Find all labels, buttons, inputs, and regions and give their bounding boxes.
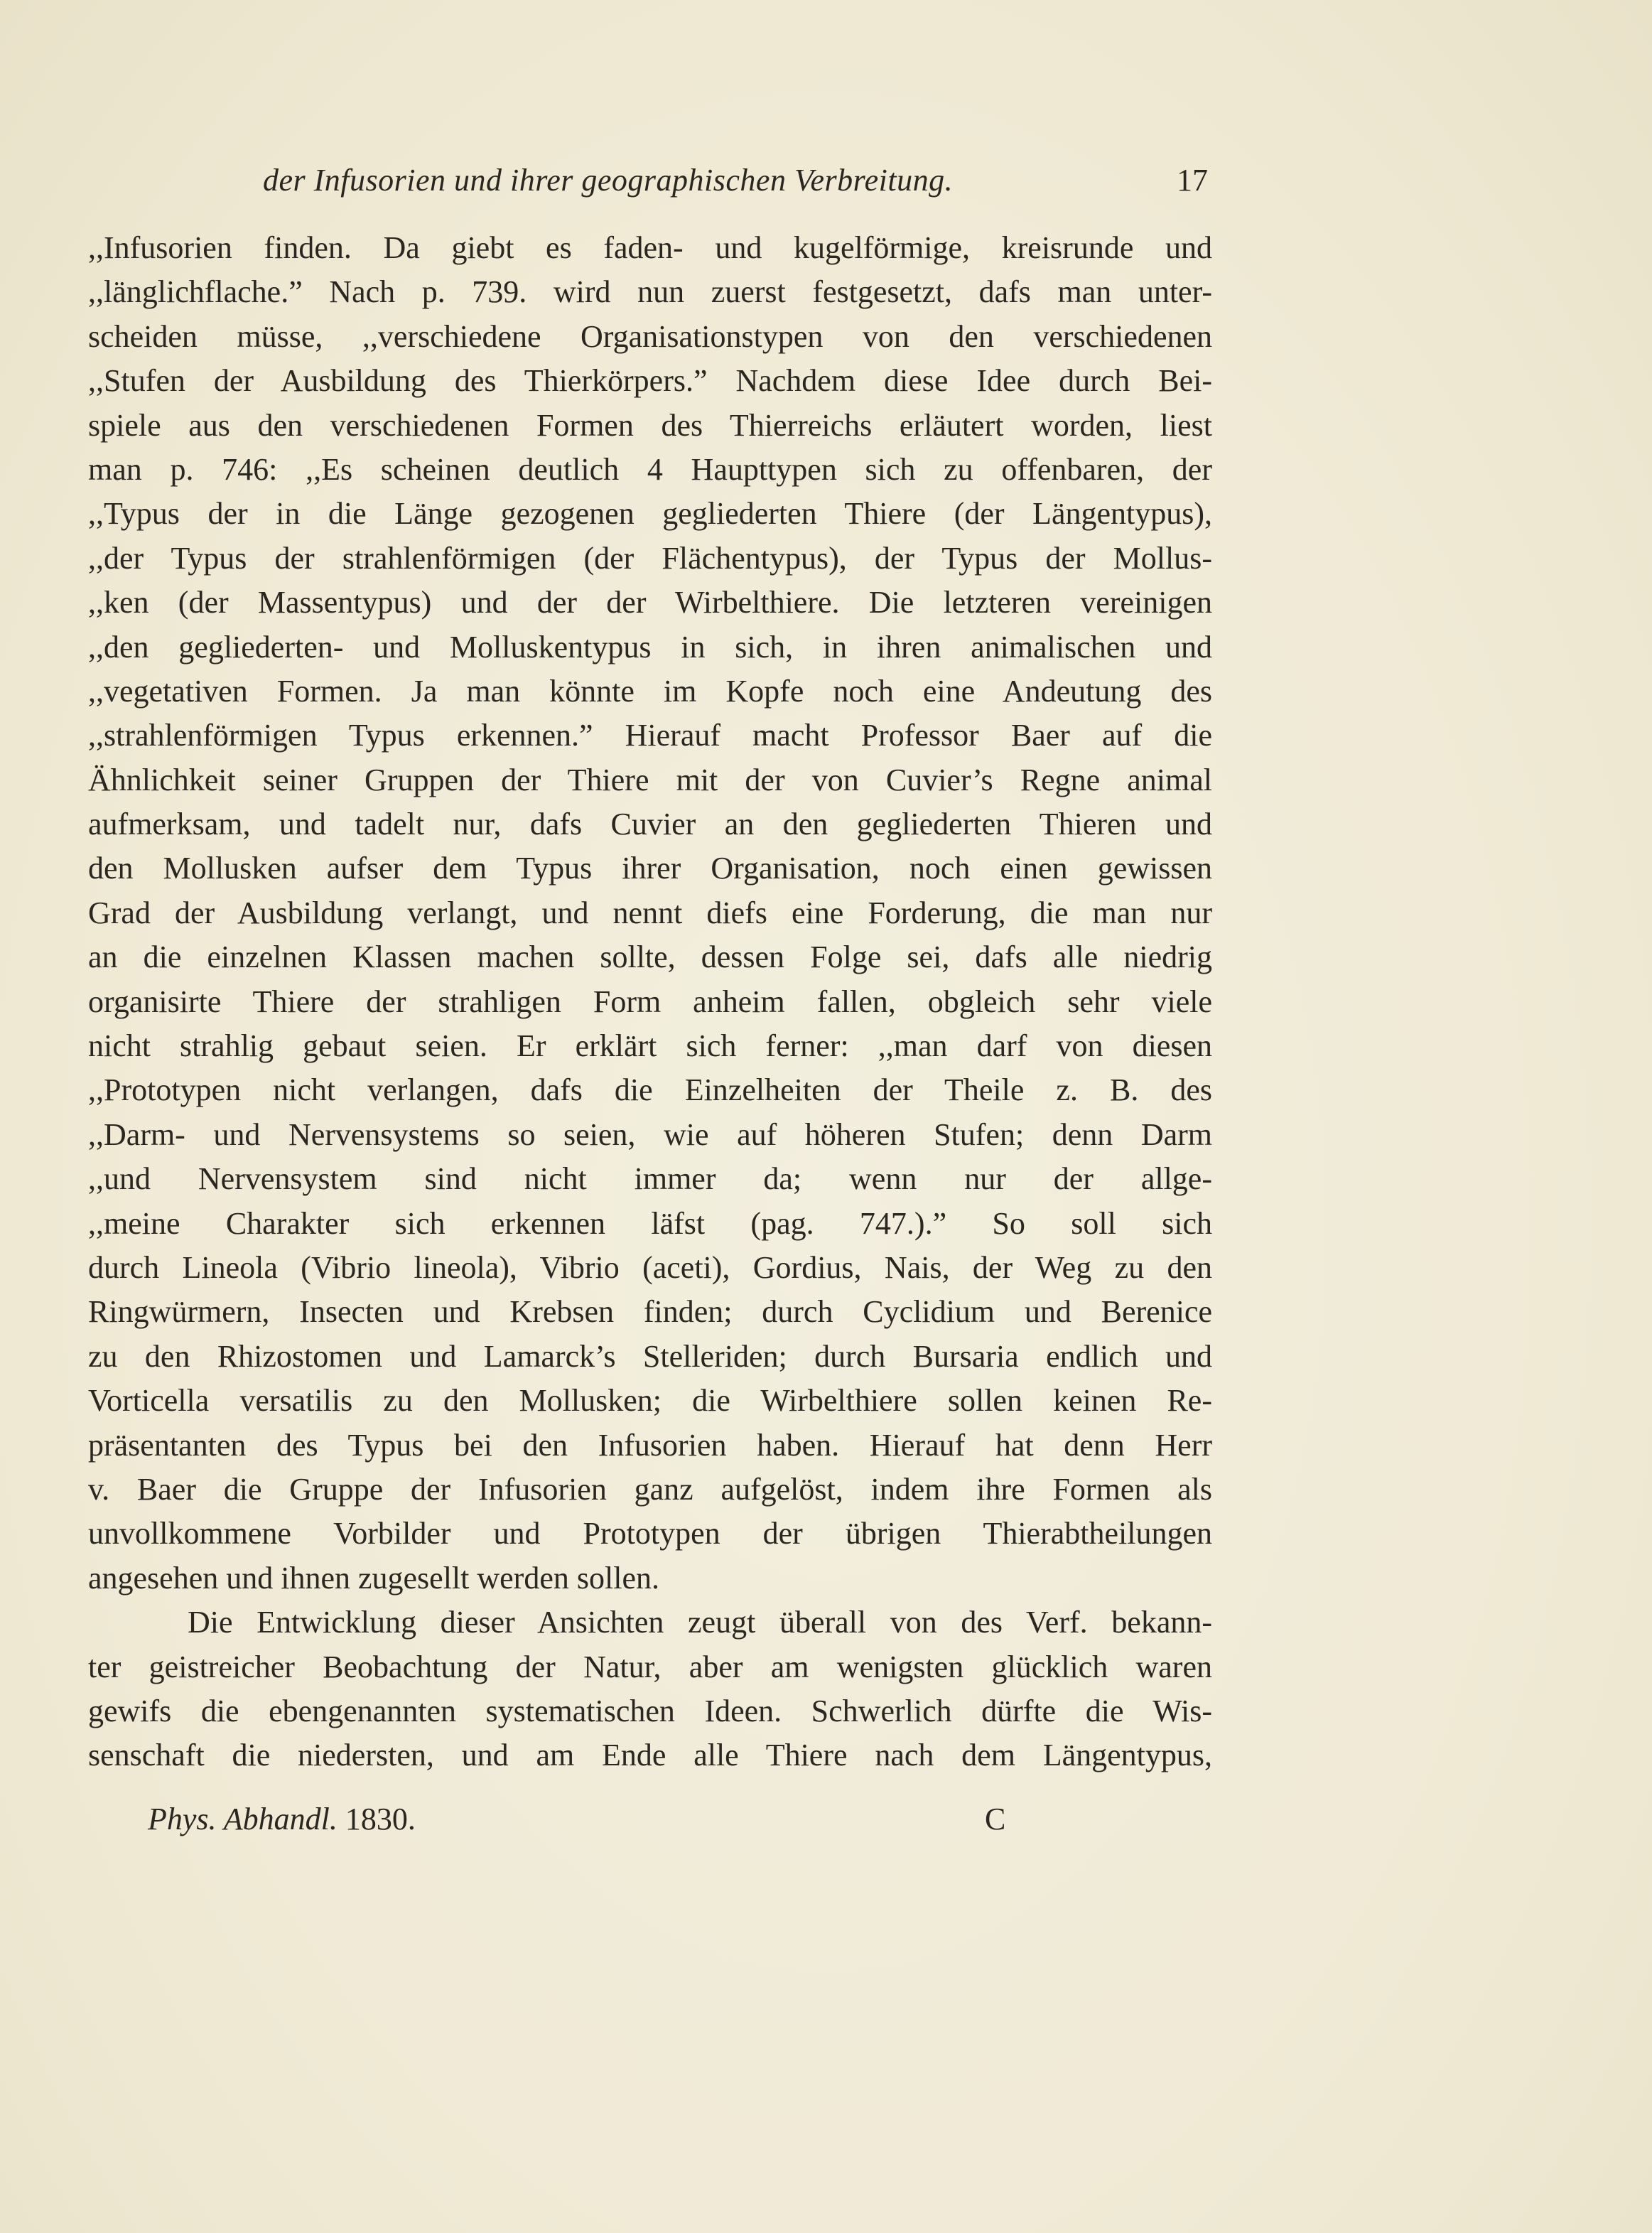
text-line: ,,Infusorien finden. Da giebt es faden- und kugelförmige, kreisrunde und [88, 230, 1212, 265]
paragraph-start-line: Die Entwicklung dieser Ansichten zeugt überall von des Verf. bekann- [188, 1605, 1212, 1640]
text-line: senschaft die niedersten, und am Ende alle Thiere nach dem Längentypus, [88, 1738, 1212, 1773]
text-line: ,,der Typus der strahlenförmigen (der Flächentypus), der Typus der Mollus- [88, 540, 1212, 576]
text-line: unvollkommene Vorbilder und Prototypen der übrigen Thierabtheilungen [88, 1516, 1212, 1551]
text-line: v. Baer die Gruppe der Infusorien ganz aufgelöst, indem ihre Formen als [88, 1471, 1212, 1507]
text-line: spiele aus den verschiedenen Formen des Thierreichs erläutert worden, liest [88, 407, 1212, 443]
text-line: zu den Rhizostomen und Lamarck’s Stelleriden; durch Bursaria endlich und [88, 1338, 1212, 1374]
text-line: nicht strahlig gebaut seien. Er erklärt sich ferner: ,,man darf von diesen [88, 1028, 1212, 1064]
text-line: ,,und Nervensystem sind nicht immer da; wenn nur der allge- [88, 1161, 1212, 1197]
text-line: ,,Prototypen nicht verlangen, dafs die Einzelheiten der Theile z. B. des [88, 1072, 1212, 1108]
journal-year: 1830. [345, 1802, 416, 1836]
journal-signature [148, 1801, 416, 1837]
body-text [88, 226, 1212, 1778]
text-line: ,,meine Charakter sich erkennen läfst (pag. 747.).” So soll sich [88, 1205, 1212, 1241]
text-line: scheiden müsse, ,,verschiedene Organisationstypen von den verschiedenen [88, 318, 1212, 354]
text-line: organisirte Thiere der strahligen Form anheim fallen, obgleich sehr viele [88, 984, 1212, 1019]
paragraph-end-line: angesehen und ihnen zugesellt werden sollen. [88, 1560, 659, 1596]
text-line: ,,länglichflache.” Nach p. 739. wird nun zuerst festgesetzt, dafs man unter- [88, 274, 1212, 310]
text-line: ter geistreicher Beobachtung der Natur, aber am wenigsten glücklich waren [88, 1649, 1212, 1684]
text-line: ,,Darm- und Nervensystems so seien, wie auf höheren Stufen; denn Darm [88, 1116, 1212, 1152]
text-line: aufmerksam, und tadelt nur, dafs Cuvier an den gegliederten Thieren und [88, 807, 1212, 842]
page-footer [88, 1801, 1212, 1851]
text-line: den Mollusken aufser dem Typus ihrer Organisation, noch einen gewissen [88, 851, 1212, 886]
running-head: der Infusorien und ihrer geographischen Verbreitung. [263, 163, 954, 198]
text-line: präsentanten des Typus bei den Infusorien haben. Hierauf hat denn Herr [88, 1427, 1212, 1463]
text-line: Ringwürmern, Insecten und Krebsen finden; durch Cyclidium und Berenice [88, 1294, 1212, 1330]
signature-mark: C [985, 1802, 1006, 1836]
text-line: ,,Stufen der Ausbildung des Thierkörpers.” Nachdem diese Idee durch Bei- [88, 363, 1212, 399]
text-line: Ähnlichkeit seiner Gruppen der Thiere mit der von Cuvier’s Regne animal [88, 762, 1212, 797]
text-line: Vorticella versatilis zu den Mollusken; die Wirbelthiere sollen keinen Re- [88, 1383, 1212, 1419]
text-line: Grad der Ausbildung verlangt, und nennt diefs eine Forderung, die man nur [88, 895, 1212, 930]
page-number: 17 [1177, 163, 1208, 198]
text-line: gewifs die ebengenannten systematischen Ideen. Schwerlich dürfte die Wis- [88, 1693, 1212, 1728]
text-line: ,,den gegliederten- und Molluskentypus in sich, in ihren animalischen und [88, 629, 1212, 664]
text-line: durch Lineola (Vibrio lineola), Vibrio (aceti), Gordius, Nais, der Weg zu den [88, 1249, 1212, 1285]
text-line: man p. 746: ,,Es scheinen deutlich 4 Haupttypen sich zu offenbaren, der [88, 451, 1212, 487]
text-line: ,,ken (der Massentypus) und der der Wirbelthiere. Die letzteren vereinigen [88, 585, 1212, 620]
text-line: an die einzelnen Klassen machen sollte, dessen Folge sei, dafs alle niedrig [88, 940, 1212, 975]
text-line: ,,vegetativen Formen. Ja man könnte im Kopfe noch eine Andeutung des [88, 673, 1212, 709]
page-header [242, 156, 1208, 206]
text-line: ,,Typus der in die Länge gezogenen gegliederten Thiere (der Längentypus), [88, 496, 1212, 532]
text-line: ,,strahlenförmigen Typus erkennen.” Hierauf macht Professor Baer auf die [88, 718, 1212, 753]
journal-name: Phys. Abhandl. [148, 1802, 338, 1836]
